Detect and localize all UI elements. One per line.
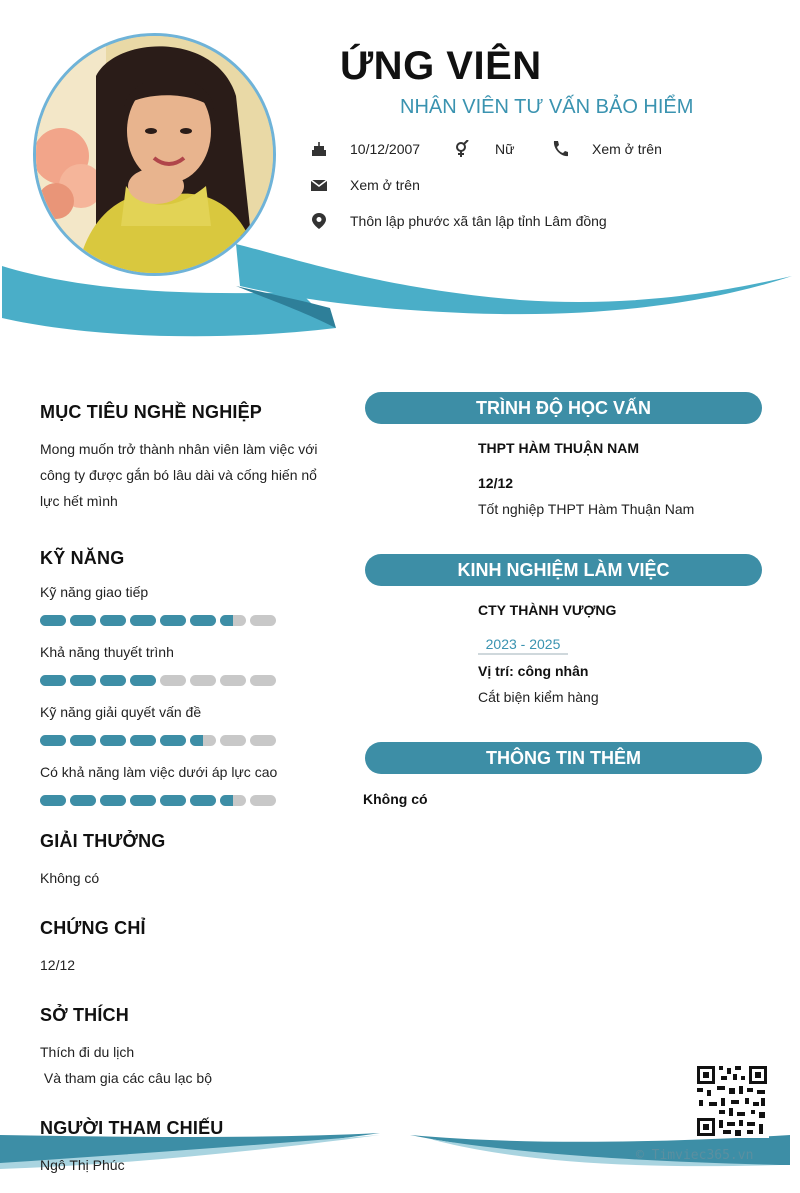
- education-detail: Tốt nghiệp THPT Hàm Thuận Nam: [478, 501, 695, 517]
- hobbies-line-2: Và tham gia các câu lạc bộ: [40, 1070, 212, 1086]
- skill-level-segment: [100, 675, 126, 686]
- skill-bar-2: [40, 675, 276, 686]
- extra-title: THÔNG TIN THÊM: [365, 742, 762, 774]
- phone-icon: [551, 140, 569, 158]
- experience-title: KINH NGHIỆM LÀM VIỆC: [365, 554, 762, 586]
- skill-level-segment: [40, 675, 66, 686]
- experience-company: CTY THÀNH VƯỢNG: [478, 602, 617, 618]
- skill-bar-1: [40, 615, 276, 626]
- experience-period: 2023 - 2025: [478, 633, 568, 655]
- footer-watermark: © Timviec365.vn: [636, 1148, 754, 1163]
- skill-level-segment: [70, 795, 96, 806]
- awards-text: Không có: [40, 870, 100, 886]
- skill-level-segment: [70, 675, 96, 686]
- education-grade: 12/12: [478, 475, 514, 491]
- skill-level-segment: [190, 615, 216, 626]
- phone-value: Xem ở trên: [592, 141, 662, 157]
- skill-level-segment: [70, 735, 96, 746]
- candidate-name: ỨNG VIÊN: [340, 44, 542, 88]
- mail-icon: [310, 176, 328, 194]
- skill-label-3: Kỹ năng giải quyết vấn đề: [40, 704, 202, 720]
- skill-level-segment: [100, 795, 126, 806]
- gender-icon-wrap: [453, 140, 471, 158]
- objective-line-1: Mong muốn trở thành nhân viên làm việc với: [40, 441, 318, 457]
- avatar: [33, 33, 276, 276]
- skill-level-segment: [190, 735, 216, 746]
- email-value: Xem ở trên: [350, 177, 420, 193]
- skill-label-1: Kỹ năng giao tiếp: [40, 584, 149, 600]
- skill-level-segment: [220, 735, 246, 746]
- skill-level-segment: [190, 675, 216, 686]
- address-value: Thôn lập phước xã tân lập tỉnh Lâm đồng: [350, 213, 607, 229]
- skill-level-segment: [130, 795, 156, 806]
- skill-level-segment: [160, 675, 186, 686]
- hobbies-line-1: Thích đi du lịch: [40, 1044, 135, 1060]
- objective-title: MỤC TIÊU NGHỀ NGHIỆP: [40, 402, 263, 422]
- education-title: TRÌNH ĐỘ HỌC VẤN: [365, 392, 762, 424]
- extra-text: Không có: [363, 791, 428, 807]
- skill-level-segment: [160, 735, 186, 746]
- skill-level-segment: [250, 735, 276, 746]
- experience-detail: Cắt biện kiểm hàng: [478, 689, 599, 705]
- skill-level-segment: [130, 615, 156, 626]
- skill-level-segment: [70, 615, 96, 626]
- skill-level-segment: [160, 795, 186, 806]
- skill-level-segment: [40, 615, 66, 626]
- skill-label-4: Có khả năng làm việc dưới áp lực cao: [40, 764, 278, 780]
- gender-value: Nữ: [495, 141, 515, 157]
- skill-level-segment: [130, 735, 156, 746]
- skills-title: KỸ NĂNG: [40, 548, 125, 568]
- objective-line-3: lực hết mình: [40, 493, 118, 509]
- skill-level-segment: [130, 675, 156, 686]
- education-school: THPT HÀM THUẬN NAM: [478, 440, 639, 456]
- skill-bar-4: [40, 795, 276, 806]
- experience-position: Vị trí: công nhân: [478, 663, 589, 679]
- skill-level-segment: [100, 615, 126, 626]
- skill-label-2: Khả năng thuyết trình: [40, 644, 174, 660]
- gender-icon: [453, 140, 471, 158]
- objective-line-2: công ty được gắn bó lâu dài và cống hiến nổ: [40, 467, 317, 483]
- qr-code-icon: [695, 1064, 769, 1138]
- skill-level-segment: [40, 795, 66, 806]
- skill-level-segment: [250, 675, 276, 686]
- cake-icon: [310, 140, 328, 158]
- location-pin-icon: [310, 212, 328, 230]
- skill-level-segment: [220, 615, 246, 626]
- birthday-value: 10/12/2007: [350, 141, 421, 157]
- skill-level-segment: [100, 735, 126, 746]
- skill-level-segment: [250, 615, 276, 626]
- skill-level-segment: [190, 795, 216, 806]
- certificates-text: 12/12: [40, 957, 76, 973]
- skill-level-segment: [220, 795, 246, 806]
- address-icon-wrap: [310, 212, 328, 230]
- skill-level-segment: [250, 795, 276, 806]
- phone-icon-wrap: [551, 140, 569, 158]
- skill-level-segment: [220, 675, 246, 686]
- references-text: Ngô Thị Phúc: [40, 1157, 125, 1173]
- skill-level-segment: [40, 735, 66, 746]
- certificates-title: CHỨNG CHỈ: [40, 918, 146, 938]
- job-title: NHÂN VIÊN TƯ VẤN BẢO HIỂM: [400, 96, 694, 118]
- skill-level-segment: [160, 615, 186, 626]
- birthday-row: [310, 140, 328, 158]
- skill-bar-3: [40, 735, 276, 746]
- references-title: NGƯỜI THAM CHIẾU: [40, 1118, 224, 1138]
- email-icon-wrap: [310, 176, 328, 194]
- hobbies-title: SỞ THÍCH: [40, 1005, 129, 1025]
- awards-title: GIẢI THƯỞNG: [40, 831, 166, 851]
